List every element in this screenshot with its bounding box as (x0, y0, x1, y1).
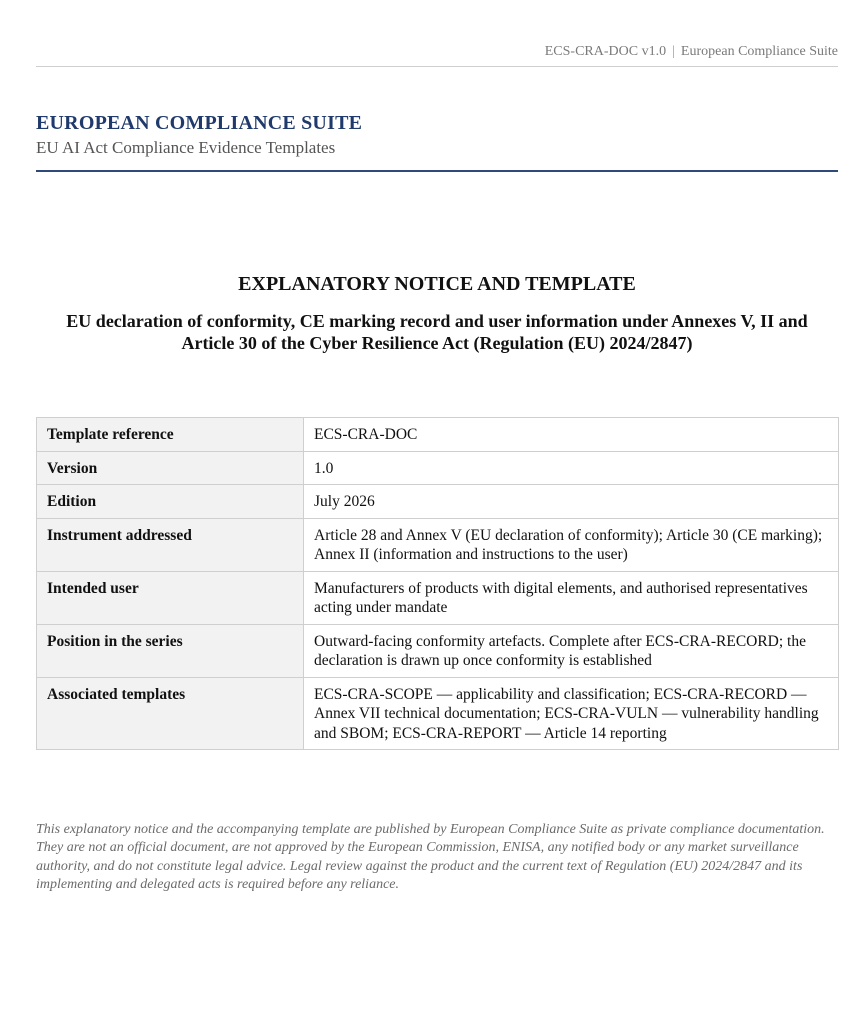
row-value: July 2026 (304, 485, 839, 519)
document-title: EXPLANATORY NOTICE AND TEMPLATE (238, 273, 636, 295)
row-value: 1.0 (304, 451, 839, 485)
table-row (37, 451, 839, 485)
table-row (37, 418, 839, 452)
header-doc-id: ECS-CRA-DOC v1.0 (544, 44, 667, 59)
brand-subtitle: EU AI Act Compliance Evidence Templates (36, 138, 336, 157)
table-row (37, 677, 839, 750)
brand-name: EUROPEAN COMPLIANCE SUITE (36, 112, 363, 134)
table-row (37, 518, 839, 571)
document-subtitle: EU declaration of conformity, CE marking record and user information under Annexes V, II and Article 30 of the Cyber Resilience Act (Regulation (EU) 2024/2847) (66, 311, 808, 353)
template-metadata-table (36, 417, 839, 750)
row-key: Edition (37, 485, 304, 519)
row-key: Version (37, 451, 304, 485)
table-row (37, 485, 839, 519)
row-value: Article 28 and Annex V (EU declaration of conformity); Article 30 (CE marking); Annex II (information and instructions to the user) (304, 518, 839, 571)
brand-block (36, 110, 838, 172)
row-value: ECS-CRA-SCOPE — applicability and classification; ECS-CRA-RECORD — Annex VII technical documentation; ECS-CRA-VULN — vulnerability handling and SBOM; ECS-CRA-REPORT — Article 14 reporting (304, 677, 839, 750)
row-key: Template reference (37, 418, 304, 452)
row-value: Manufacturers of products with digital elements, and authorised representatives acting under mandate (304, 571, 839, 624)
row-value: Outward-facing conformity artefacts. Complete after ECS-CRA-RECORD; the declaration is drawn up once conformity is established (304, 624, 839, 677)
running-header (36, 44, 838, 67)
row-key: Associated templates (37, 677, 304, 750)
title-block (36, 270, 838, 354)
row-key: Instrument addressed (37, 518, 304, 571)
legal-disclaimer: This explanatory notice and the accompanying template are published by European Compliance Suite as private compliance documentation. They are not an official document, are not approved by the European Commission, ENISA, any notified body or any market surveillance authority, and do not constitute legal advice. Legal review against the product and the current text of Regulation (EU) 2024/2847 and its implementing and delegated acts is required before any reliance. (36, 822, 825, 892)
row-key: Intended user (37, 571, 304, 624)
row-key: Position in the series (37, 624, 304, 677)
table-row (37, 571, 839, 624)
row-value: ECS-CRA-DOC (304, 418, 839, 452)
header-separator: | (672, 44, 675, 59)
table-row (37, 624, 839, 677)
header-suite-name: European Compliance Suite (680, 44, 838, 59)
